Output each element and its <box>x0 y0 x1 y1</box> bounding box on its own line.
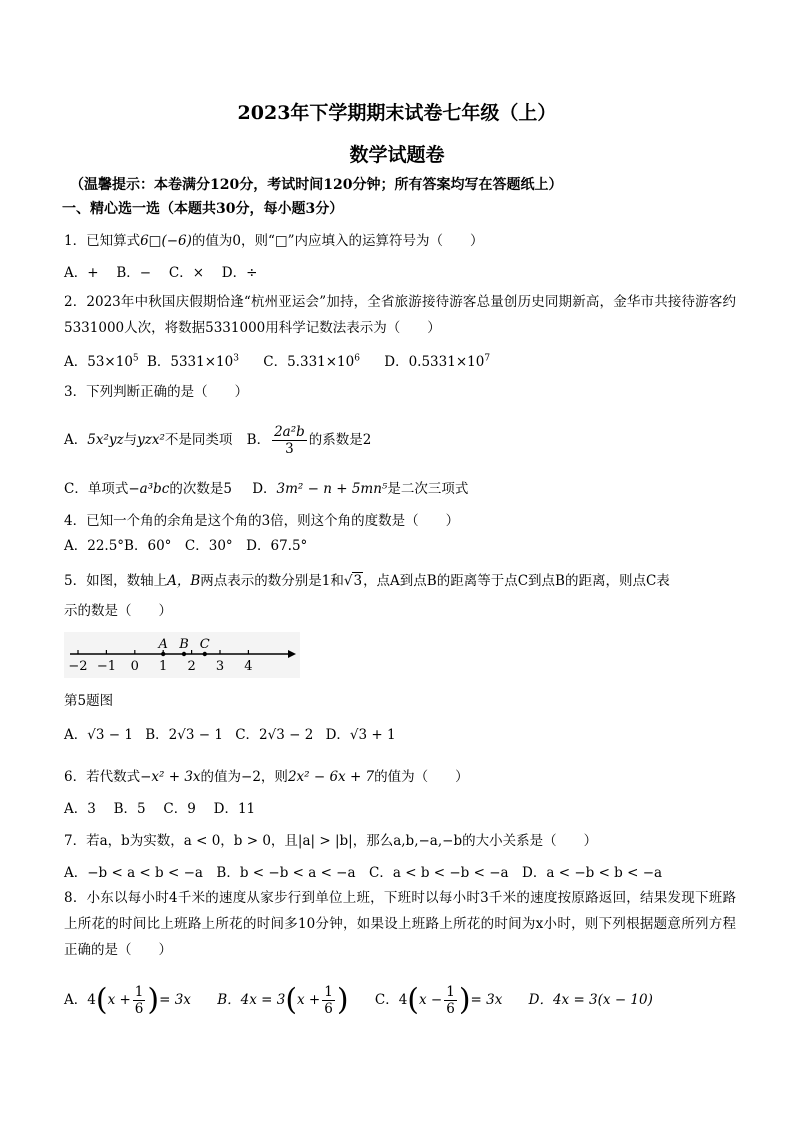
q5-option-a: A．√3 − 1 <box>64 727 133 743</box>
number-line-point <box>161 652 165 656</box>
question-2: 2．2023年中秋国庆假期恰逢“杭州亚运会”加持，全省旅游接待游客总量创历史同期新高，金华市共接待游客约5331000人次，将数据5331000用科学记数法表示为（ ） <box>64 294 736 336</box>
fraction-denominator: 6 <box>324 1001 333 1017</box>
section-heading: 一、精心选一选（本题共30分，每小题3分） <box>62 201 344 217</box>
q6-stem-b: 的值为−2，则 <box>200 769 288 785</box>
q6-expr1: −x² + 3x <box>140 769 201 785</box>
q2-option-b-exp: 3 <box>233 353 239 363</box>
q2-option-d <box>384 354 490 370</box>
number-line-tick-label: 3 <box>215 659 225 674</box>
q3-option-d-expr: 3m² − n + 5mn⁵ <box>276 481 388 497</box>
q3-options-ab <box>64 424 371 457</box>
exam-note: （温馨提示：本卷满分120分，考试时间120分钟；所有答案均写在答题纸上） <box>70 177 563 193</box>
q5-stem-line2: 示的数是（ ） <box>64 603 172 619</box>
q2-option-a-exp: 5 <box>132 353 139 363</box>
paren-close: ) <box>458 982 471 1018</box>
q3-option-d-post: 是二次三项式 <box>387 481 469 497</box>
q3-option-a-term2: yzx² <box>137 432 165 448</box>
q2-option-a <box>64 354 139 370</box>
question-4: 4．已知一个角的余角是这个角的3倍，则这个角的度数是（ ） <box>64 513 460 529</box>
q3-option-b-fraction <box>272 424 307 457</box>
number-line-point-label: C <box>199 637 210 652</box>
fraction-numerator: 1 <box>446 984 455 1000</box>
number-line-point-label: B <box>179 637 189 652</box>
q8-option-a-inner: x + <box>107 992 131 1008</box>
q1-options: A．+ B．− C．× D．÷ <box>64 265 258 281</box>
q5-sqrt: √3 <box>343 573 363 589</box>
q3-option-d-label: D． <box>252 481 277 497</box>
number-line-tick-label: 1 <box>159 659 168 674</box>
q2-option-a-text: A．53×10 <box>64 353 133 370</box>
number-line-tick-label: −1 <box>96 659 116 674</box>
q5-stem-b: 两点表示的数分别是1和 <box>200 573 344 589</box>
q3-option-a-term1: 5x²yz <box>87 432 124 448</box>
question-8: 8．小东以每小时4千米的速度从家步行到单位上班，下班时以每小时3千米的速度按原路返回，结果发现下班路上所花的时间比上班路上所花的时间多10分钟，如果设上班路上所花的时间为x小时，则下列根据题意所列方程正确的是（ ） <box>64 890 736 958</box>
figure-caption: 第5题图 <box>64 693 114 709</box>
q1-stem-b: 的值为0，则“□”内应填入的运算符号为（ ） <box>191 233 484 249</box>
number-line-tick-label: 0 <box>130 659 139 674</box>
q2-option-c-exp: 6 <box>354 353 360 363</box>
q3-option-b-numerator: 2a²b <box>274 424 305 440</box>
page-subtitle: 数学试题卷 <box>349 144 445 166</box>
number-line-point <box>203 652 207 656</box>
q8-option-c-fraction <box>444 984 457 1017</box>
fraction-denominator: 6 <box>446 1001 455 1017</box>
paren-open: ( <box>285 982 298 1018</box>
question-1 <box>64 232 484 250</box>
q8-option-c-post: = 3x <box>470 992 503 1008</box>
question-5 <box>64 572 670 590</box>
fraction-numerator: 1 <box>324 984 333 1000</box>
q8-option-a-fraction <box>133 984 146 1017</box>
q6-options: A．3 B．5 C．9 D．11 <box>64 801 256 817</box>
q5-stem-a: 5．如图，数轴上 <box>64 573 168 589</box>
q3-option-b-denominator: 3 <box>285 441 294 457</box>
q6-expr2: 2x² − 6x + 7 <box>287 769 375 785</box>
number-line-point <box>182 652 186 656</box>
q4-options: A．22.5°B．60° C．30° D．67.5° <box>64 538 308 554</box>
fraction-numerator: 1 <box>134 984 144 1000</box>
q2-options <box>64 349 490 371</box>
q8-option-b-fraction <box>322 984 335 1017</box>
q8-option-a-post: = 3x <box>159 992 191 1008</box>
number-line-tick-label: −2 <box>68 659 88 674</box>
q2-option-d-text: D．0.5331×10 <box>384 353 485 370</box>
q8-option-b <box>217 982 349 1018</box>
q3-option-c-post: 的次数是5 <box>169 481 232 497</box>
q8-options <box>64 984 653 1017</box>
question-3: 3．下列判断正确的是（ ） <box>64 384 249 400</box>
q3-option-b-label: B． <box>246 432 271 448</box>
q3-options-cd <box>64 480 468 498</box>
q5-stem-c: ，点A到点B的距离等于点C到点B的距离，则点C表 <box>363 573 670 589</box>
q2-option-d-exp: 7 <box>484 353 491 363</box>
question-7: 7．若a，b为实数，a < 0，b > 0，且|a| > |b|，那么a,b,−a,−b的大小关系是（ ） <box>64 833 598 849</box>
q8-option-d: D．4x = 3(x − 10) <box>528 992 653 1008</box>
q5-points-ab: A，B <box>167 573 201 589</box>
q8-option-c-inner: x − <box>419 992 443 1008</box>
q3-option-c-expr: −a³bc <box>128 481 170 497</box>
number-line-point-label: A <box>158 637 168 652</box>
q8-option-c-pre: C．4 <box>374 992 408 1008</box>
question-6 <box>64 768 469 786</box>
q2-option-b <box>147 354 239 370</box>
q2-option-c <box>263 354 360 370</box>
q1-stem-a: 1．已知算式 <box>64 233 141 249</box>
q5-sqrt-radicand: 3 <box>353 573 363 589</box>
q1-expression: 6□(−6) <box>140 233 192 249</box>
q3-option-a-post: 不是同类项 <box>164 432 233 448</box>
q8-option-b-inner: x + <box>297 992 321 1008</box>
q8-option-a <box>64 982 191 1018</box>
paren-close: ) <box>336 982 349 1018</box>
q3-option-b-post: 的系数是2 <box>308 432 372 448</box>
page-title: 2023年下学期期末试卷七年级（上） <box>237 102 557 124</box>
q7-options: A．−b < a < b < −a B．b < −b < a < −a C．a < b < −b < −a D．a < −b < b < −a <box>64 865 663 881</box>
q5-option-b: B．2√3 − 1 <box>145 727 223 743</box>
q6-stem-a: 6．若代数式 <box>64 769 141 785</box>
q6-stem-c: 的值为（ ） <box>374 769 469 785</box>
q2-option-c-text: C．5.331×10 <box>263 353 355 370</box>
q5-option-d: D．√3 + 1 <box>325 727 396 743</box>
number-line-figure <box>64 632 300 678</box>
q8-option-c <box>374 982 503 1018</box>
q5-option-c: C．2√3 − 2 <box>235 727 314 743</box>
q8-option-b-pre: B．4x = 3 <box>217 992 286 1008</box>
fraction-denominator: 6 <box>134 1001 144 1017</box>
q3-option-a-mid: 与 <box>123 432 138 448</box>
q3-option-c-label: C．单项式 <box>64 481 129 497</box>
q2-option-b-text: B．5331×10 <box>146 353 234 370</box>
q5-options <box>64 726 396 744</box>
number-line-tick-label: 2 <box>187 659 196 674</box>
paren-close: ) <box>147 982 160 1018</box>
q8-option-a-pre: A．4 <box>64 992 96 1008</box>
q3-option-a-label: A． <box>64 432 88 448</box>
number-line-tick-label: 4 <box>244 659 253 674</box>
paren-open: ( <box>95 982 108 1018</box>
paren-open: ( <box>407 982 419 1018</box>
